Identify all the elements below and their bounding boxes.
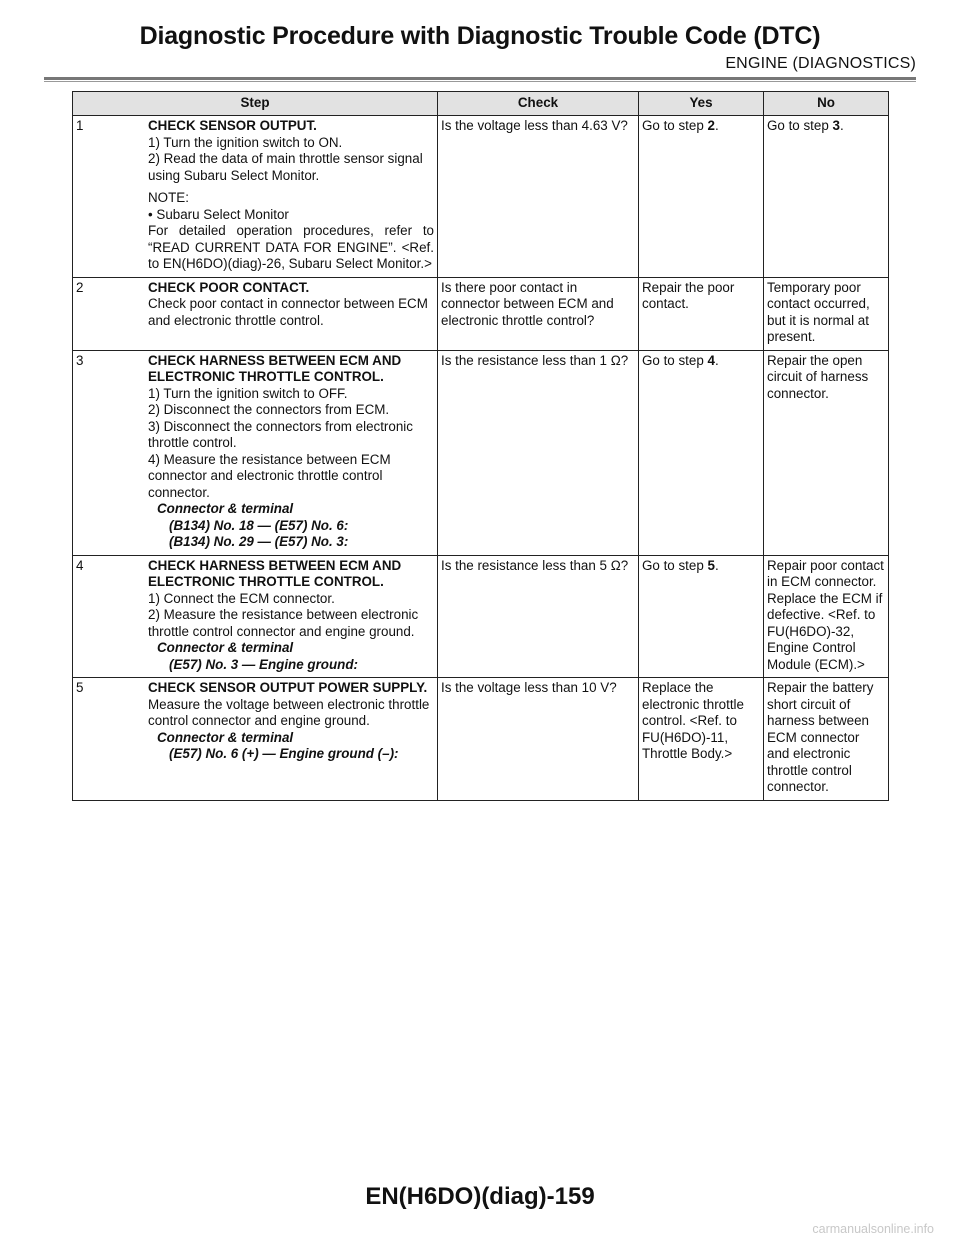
step-instruction: 4) Measure the resistance between ECM connector and electronic throttle control connector.: [148, 451, 391, 500]
table-row: [73, 116, 889, 278]
diagnostic-procedure-table: [72, 91, 889, 801]
no-cell: Repair the battery short circuit of harness between ECM connector and electronic throttle control connector.: [764, 678, 889, 801]
table-row: [73, 350, 889, 555]
step-instruction: 2) Disconnect the connectors from ECM.: [148, 402, 390, 417]
check-cell: Is the voltage less than 4.63 V?: [438, 116, 639, 278]
no-text: Go to step: [767, 118, 833, 133]
step-title: CHECK SENSOR OUTPUT POWER SUPPLY.: [148, 680, 428, 695]
yes-cell: [639, 116, 764, 278]
column-header-check: Check: [438, 92, 639, 116]
step-number: 1: [76, 118, 84, 133]
step-instruction: 1) Turn the ignition switch to ON.: [148, 134, 343, 150]
header-rule: [44, 77, 916, 80]
connector-terminal-item: (E57) No. 6 (+) — Engine ground (–):: [169, 746, 399, 761]
yes-text-end: .: [714, 118, 719, 133]
no-cell: Temporary poor contact occurred, but it is normal at present.: [764, 277, 889, 350]
connector-terminal-item: (B134) No. 18 — (E57) No. 6:: [169, 517, 349, 533]
yes-cell: Replace the electronic throttle control. <Ref. to FU(H6DO)-11, Throttle Body.>: [639, 678, 764, 801]
step-number: 5: [76, 680, 84, 695]
check-cell: Is there poor contact in connector between ECM and electronic throttle control?: [438, 277, 639, 350]
step-cell: [73, 350, 438, 555]
step-number: 4: [76, 557, 84, 573]
column-header-yes: Yes: [639, 92, 764, 116]
table-row: [73, 277, 889, 350]
column-header-no: No: [764, 92, 889, 116]
yes-text: Go to step: [642, 557, 708, 573]
no-step-ref: 3: [832, 118, 840, 133]
note-bullet: • Subaru Select Monitor: [148, 206, 289, 222]
no-cell: Repair the open circuit of harness connector.: [764, 350, 889, 555]
column-header-step: Step: [73, 92, 438, 116]
step-instruction: Measure the voltage between electronic throttle control connector and engine ground.: [148, 696, 430, 728]
check-cell: Is the voltage less than 10 V?: [438, 678, 639, 801]
connector-terminal-label: Connector & terminal: [157, 640, 294, 655]
step-title: CHECK HARNESS BETWEEN ECM AND ELECTRONIC THROTTLE CONTROL.: [148, 352, 402, 384]
step-title: CHECK HARNESS BETWEEN ECM AND ELECTRONIC THROTTLE CONTROL.: [148, 557, 402, 589]
yes-text: Go to step: [642, 352, 708, 368]
watermark: carmanualsonline.info: [812, 1222, 934, 1236]
step-number: 3: [76, 352, 84, 368]
yes-text-end: .: [714, 352, 719, 368]
step-cell: [73, 555, 438, 678]
table-row: [73, 678, 889, 801]
connector-terminal-label: Connector & terminal: [157, 729, 294, 745]
note-label: NOTE:: [148, 190, 189, 205]
connector-terminal-item: (B134) No. 29 — (E57) No. 3:: [169, 534, 349, 549]
step-title: CHECK SENSOR OUTPUT.: [148, 118, 317, 133]
step-title: CHECK POOR CONTACT.: [148, 279, 310, 295]
yes-step-ref: 5: [707, 557, 715, 573]
note-text: For detailed operation procedures, refer to “READ CURRENT DATA FOR ENGINE”. <Ref. to EN(H6DO)(diag)-26, Subaru Select Monitor.>: [148, 223, 434, 271]
section-name: ENGINE (DIAGNOSTICS): [725, 55, 916, 72]
no-cell: [764, 116, 889, 278]
connector-terminal-label: Connector & terminal: [157, 501, 294, 516]
step-cell: [73, 678, 438, 801]
no-text-end: .: [839, 118, 844, 133]
step-cell: [73, 116, 438, 278]
connector-terminal-item: (E57) No. 3 — Engine ground:: [169, 656, 358, 672]
header-rule-thin: [44, 81, 916, 82]
step-number: 2: [76, 279, 84, 295]
step-instruction: Check poor contact in connector between ECM and electronic throttle control.: [148, 296, 428, 328]
table-header-row: [73, 92, 889, 116]
step-instruction: 3) Disconnect the connectors from electronic throttle control.: [148, 418, 413, 450]
page-header: [0, 0, 960, 80]
yes-cell: Repair the poor contact.: [639, 277, 764, 350]
check-cell: Is the resistance less than 1 Ω?: [438, 350, 639, 555]
no-cell: Repair poor contact in ECM connector. Replace the ECM if defective. <Ref. to FU(H6DO)-32, Engine Control Module (ECM).>: [764, 555, 889, 678]
step-cell: [73, 277, 438, 350]
step-instruction: 1) Connect the ECM connector.: [148, 590, 335, 606]
yes-step-ref: 4: [707, 352, 715, 368]
step-instruction: 2) Measure the resistance between electronic throttle control connector and engine ground.: [148, 607, 419, 639]
step-instruction: 1) Turn the ignition switch to OFF.: [148, 385, 348, 401]
yes-text: Go to step: [642, 118, 708, 133]
yes-text-end: .: [714, 557, 719, 573]
yes-cell: [639, 555, 764, 678]
table-row: [73, 555, 889, 678]
page-title: Diagnostic Procedure with Diagnostic Trouble Code (DTC): [139, 22, 821, 50]
page-number: EN(H6DO)(diag)-159: [365, 1183, 595, 1210]
yes-step-ref: 2: [707, 118, 715, 133]
step-instruction: 2) Read the data of main throttle sensor signal using Subaru Select Monitor.: [148, 151, 423, 183]
check-cell: Is the resistance less than 5 Ω?: [438, 555, 639, 678]
yes-cell: [639, 350, 764, 555]
